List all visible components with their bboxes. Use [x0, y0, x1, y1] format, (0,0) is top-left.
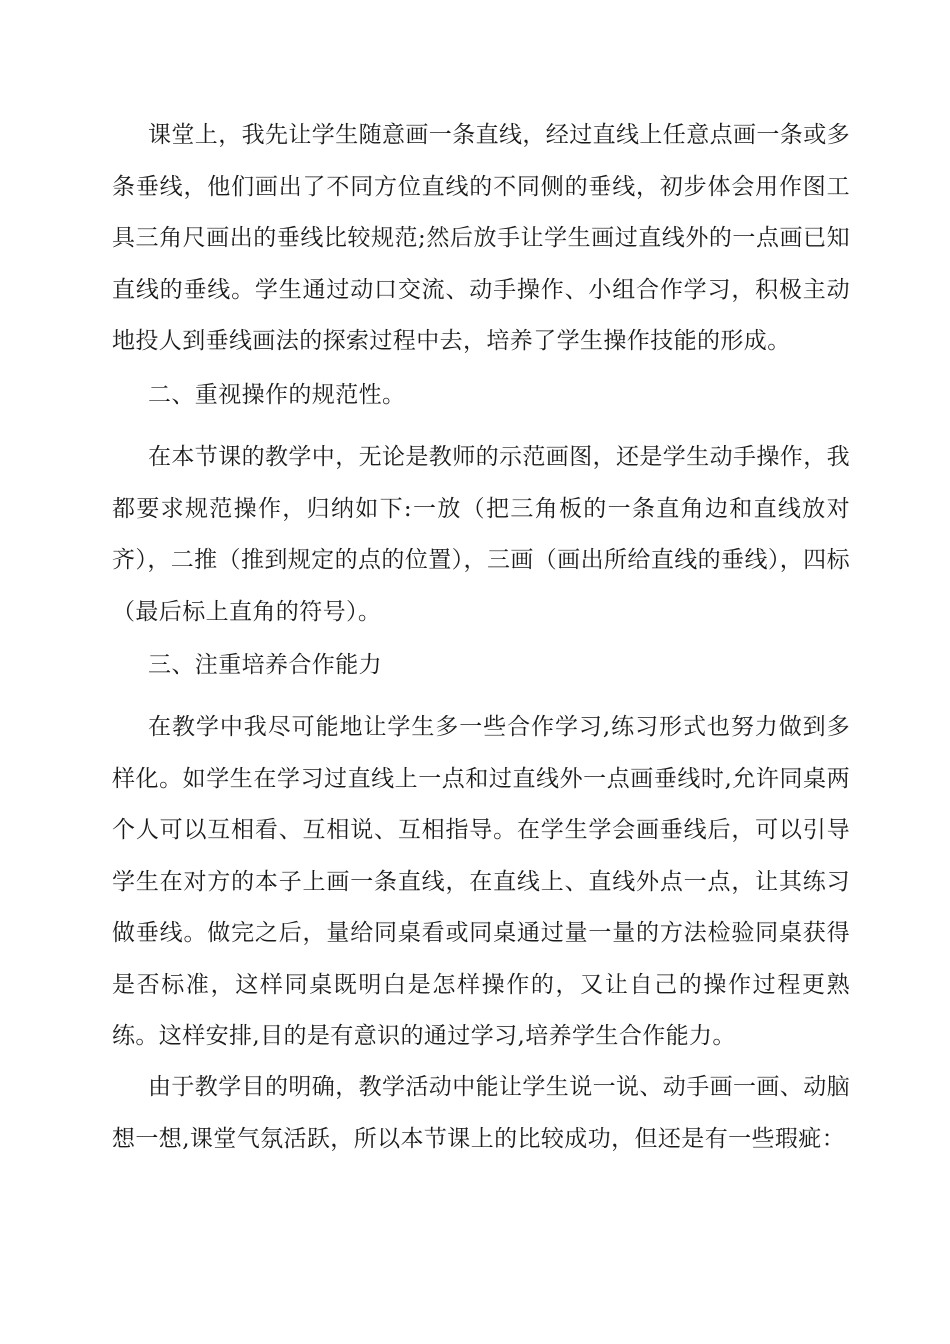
- section-heading-3: 三、注重培养合作能力: [148, 652, 382, 678]
- paragraph-operation-standard: 在本节课的教学中，无论是教师的示范画图，还是学生动手操作，我都要求规范操作，归纳如下:一放（把三角板的一条直角边和直线放对齐），二推（推到规定的点的位置），三画（画出所给直线的垂线），四标（最后标上直角的符号）。: [112, 444, 850, 625]
- paragraph-cooperation: 在教学中我尽可能地让学生多一些合作学习,练习形式也努力做到多样化。如学生在学习过直线上一点和过直线外一点画垂线时,允许同桌两个人可以互相看、互相说、互相指导。在学生学会画垂线后，可以引导学生在对方的本子上画一条直线，在直线上、直线外点一点，让其练习做垂线。做完之后，量给同桌看或同桌通过量一量的方法检验同桌获得是否标准，这样同桌既明白是怎样操作的，又让自己的操作过程更熟练。这样安排,目的是有意识的通过学习,培养学生合作能力。: [112, 714, 850, 1049]
- paragraph-summary: 由于教学目的明确，教学活动中能让学生说一说、动手画一画、动脑想一想,课堂气氛活跃，所以本节课上的比较成功，但还是有一些瑕疵：: [112, 1074, 850, 1152]
- paragraph-intro: 课堂上，我先让学生随意画一条直线，经过直线上任意点画一条或多条垂线，他们画出了不同方位直线的不同侧的垂线，初步体会用作图工具三角尺画出的垂线比较规范;然后放手让学生画过直线外的一点画已知直线的垂线。学生通过动口交流、动手操作、小组合作学习，积极主动地投人到垂线画法的探索过程中去，培养了学生操作技能的形成。: [112, 122, 850, 354]
- section-heading-2: 二、重视操作的规范性。: [148, 382, 406, 408]
